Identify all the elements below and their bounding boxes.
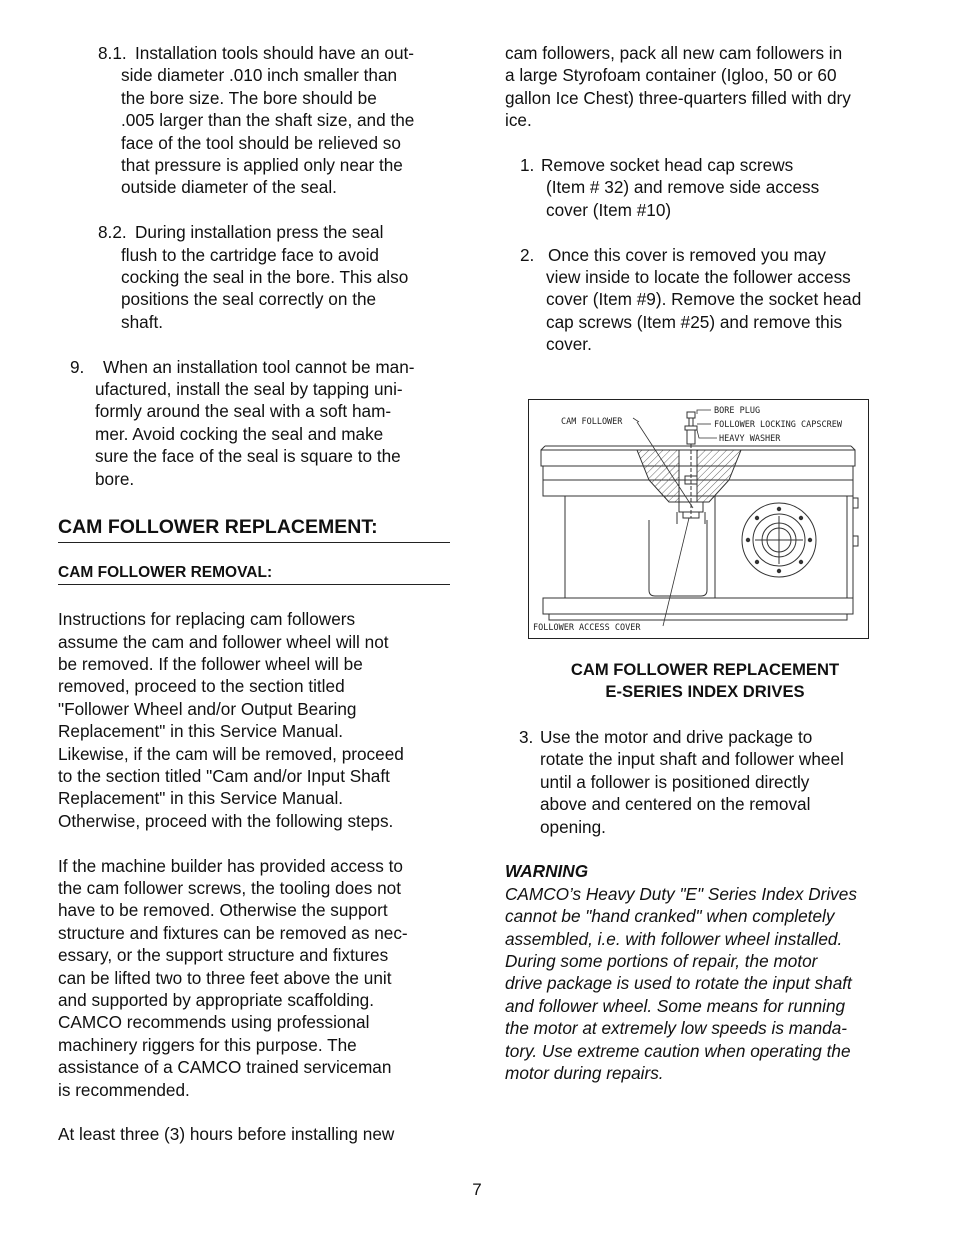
label-access-cover: FOLLOWER ACCESS COVER (533, 623, 641, 633)
item-number: 9. (70, 356, 85, 377)
paragraph-instructions (58, 608, 450, 832)
item-line: Installation tools should have an out- (135, 43, 415, 63)
subsection-heading: CAM FOLLOWER REMOVAL: (58, 563, 450, 585)
para-line: the cam follower screws, the tooling does not (58, 877, 401, 898)
item-line: face of the tool should be relieved so (121, 132, 401, 153)
para-line: gallon Ice Chest) three-quarters filled with dry (505, 87, 851, 108)
label-heavy-washer: HEAVY WASHER (719, 434, 781, 444)
para-line: If the machine builder has provided access to (58, 855, 403, 876)
para-line: assistance of a CAMCO trained serviceman (58, 1057, 392, 1078)
caption-line-1: CAM FOLLOWER REPLACEMENT (570, 660, 840, 679)
item-line: During installation press the seal (135, 222, 384, 243)
item-8-2 (58, 221, 450, 333)
item-line: sure the face of the seal is square to the (95, 446, 401, 467)
para-line: CAMCO recommends using professional (58, 1012, 370, 1033)
warning-line: the motor at extremely low speeds is manda- (505, 1018, 847, 1039)
warning-line: drive package is used to rotate the input shaft (505, 973, 852, 994)
step-number: 1. (520, 155, 535, 176)
para-line: to the section titled "Cam and/or Input Shaft (58, 765, 390, 786)
para-line: ice. (505, 110, 532, 131)
para-line: be removed. If the follower wheel will be (58, 653, 363, 674)
para-line: Otherwise, proceed with the following steps. (58, 810, 394, 831)
item-line: .005 larger than the shaft size, and the (121, 110, 415, 131)
para-line: a large Styrofoam container (Igloo, 50 or 60 (505, 65, 837, 86)
cam-follower-diagram (528, 399, 869, 639)
paragraph-hours (58, 1123, 450, 1145)
label-bore-plug: BORE PLUG (714, 406, 761, 416)
item-9 (58, 356, 450, 490)
paragraph-access (58, 855, 450, 1101)
step-line: Remove socket head cap screws (541, 155, 794, 176)
para-line: removed, proceed to the section titled (58, 676, 345, 697)
step-3 (505, 726, 900, 838)
item-number: 8.2. (98, 222, 127, 243)
item-line: that pressure is applied only near the (121, 155, 403, 176)
para-line: essary, or the support structure and fixtures (58, 945, 389, 966)
warning-line: and follower wheel. Some means for running (505, 995, 846, 1016)
item-line: When an installation tool cannot be man- (103, 356, 415, 377)
warning-line: tory. Use extreme caution when operating the (505, 1040, 851, 1061)
step-line: Use the motor and drive package to (540, 727, 813, 747)
item-number: 8.1. (98, 43, 127, 63)
step-line: above and centered on the removal (540, 794, 811, 815)
step-line: cap screws (Item #25) and remove this (546, 311, 843, 332)
item-line: ufactured, install the seal by tapping uni- (95, 379, 403, 400)
warning-line: cannot be "hand cranked" when completely (505, 906, 835, 927)
para-line: Instructions for replacing cam followers (58, 609, 356, 630)
label-locking-capscrew: FOLLOWER LOCKING CAPSCREW (714, 420, 842, 430)
label-cam-follower: CAM FOLLOWER (561, 417, 623, 427)
para-line: and supported by appropriate scaffolding. (58, 989, 374, 1010)
step-line: cover (Item #10) (546, 199, 672, 220)
right-column-top (505, 42, 900, 356)
para-line: Likewise, if the cam will be removed, proceed (58, 743, 404, 764)
step-line: view inside to locate the follower access (546, 267, 851, 288)
caption-line-2: E-SERIES INDEX DRIVES (605, 682, 805, 702)
item-line: bore. (95, 468, 135, 489)
paragraph-continued (505, 42, 900, 132)
item-line: mer. Avoid cocking the seal and make (95, 423, 384, 444)
figure-caption (505, 659, 905, 704)
item-line: cocking the seal in the bore. This also (121, 267, 409, 288)
para-line: cam followers, pack all new cam followers in (505, 43, 843, 63)
step-2 (505, 244, 900, 356)
para-line: structure and fixtures can be removed as nec- (58, 922, 408, 943)
left-column (58, 42, 450, 1146)
para-line: can be lifted two to three feet above the unit (58, 967, 392, 988)
item-line: formly around the seal with a soft ham- (95, 401, 392, 422)
item-line: outside diameter of the seal. (121, 177, 337, 198)
item-line: positions the seal correctly on the (121, 289, 377, 310)
para-line: "Follower Wheel and/or Output Bearing (58, 698, 357, 719)
para-line: is recommended. (58, 1079, 190, 1100)
item-line: the bore size. The bore should be (121, 87, 377, 108)
step-line: Once this cover is removed you may (548, 244, 826, 265)
step-line: opening. (540, 816, 606, 837)
item-8-1 (58, 42, 450, 199)
para-line: assume the cam and follower wheel will not (58, 631, 389, 652)
para-line: At least three (3) hours before installing new (58, 1124, 395, 1145)
step-1 (505, 154, 900, 221)
section-heading: CAM FOLLOWER REPLACEMENT: (58, 514, 450, 543)
warning-line: motor during repairs. (505, 1063, 664, 1084)
para-line: machinery riggers for this purpose. The (58, 1034, 357, 1055)
step-line: cover. (546, 334, 592, 355)
step-line: until a follower is positioned directly (540, 771, 810, 792)
step-number: 2. (520, 244, 535, 265)
item-line: flush to the cartridge face to avoid (121, 244, 379, 265)
warning-heading: WARNING (505, 861, 589, 882)
right-column-bottom (505, 726, 900, 1084)
para-line: have to be removed. Otherwise the support (58, 900, 388, 921)
para-line: Replacement" in this Service Manual. (58, 788, 344, 809)
step-number: 3. (519, 727, 534, 747)
step-line: (Item # 32) and remove side access (546, 177, 820, 198)
page-number: 7 (472, 1180, 482, 1199)
item-line: side diameter .010 inch smaller than (121, 65, 398, 86)
para-line: Replacement" in this Service Manual. (58, 721, 344, 742)
warning-line: During some portions of repair, the motor (505, 951, 818, 972)
warning-text (505, 883, 900, 1085)
warning-line: assembled, i.e. with follower wheel installed. (505, 928, 843, 949)
step-line: rotate the input shaft and follower wheel (540, 749, 844, 770)
step-line: cover (Item #9). Remove the socket head (546, 289, 862, 310)
warning-line: CAMCO’s Heavy Duty "E" Series Index Drives (505, 883, 857, 904)
item-line: shaft. (121, 311, 164, 332)
